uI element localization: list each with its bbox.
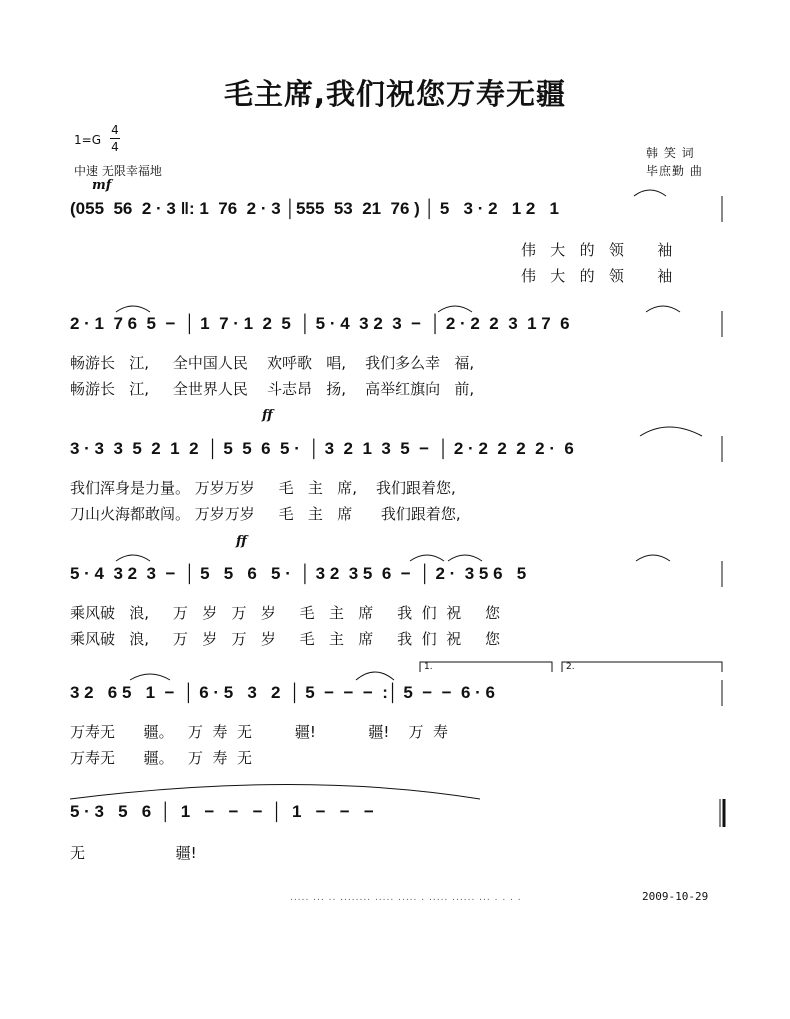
- slur-2a: [116, 306, 150, 312]
- key-signature: 1=G: [74, 133, 101, 147]
- slur-5a: [130, 674, 170, 680]
- song-title: 毛主席,我们祝您万寿无疆: [223, 77, 567, 111]
- system-3-lyric-1: 我们浑身是力量。 万岁万岁 毛 主 席, 我们跟着您,: [70, 479, 456, 497]
- slur-3: [640, 427, 702, 436]
- slur-4d: [636, 555, 670, 561]
- dynamic-ff-1: ff: [262, 408, 273, 423]
- system-2-notes: 2 · 1 7 6 5 − │ 1 7 · 1 2 5 │ 5 · 4 3 2 3 − │ 2 · 2 2 3 1 7 6: [70, 314, 570, 333]
- slur-4a: [116, 555, 150, 561]
- volta-1-label: 1.: [424, 662, 433, 672]
- footer-scan-artifacts: ..... ... .. ........ ..... ..... . ..... ...... ... . . . .: [290, 893, 522, 903]
- system-3-notes: 3 · 3 3 5 2 1 2 │ 5 5 6 5 · │ 3 2 1 3 5 − │ 2 · 2 2 2 2 · 6: [70, 439, 574, 458]
- system-1-notes: (055 56 2 · 3 ‖: 1 76 2 · 3 │555 53 21 76 ) │ 5 3 · 2 1 2 1: [70, 199, 559, 218]
- slur-1: [634, 190, 666, 196]
- meter-bottom: 4: [111, 140, 119, 154]
- volta-bracket-2: [562, 662, 722, 672]
- volta-bracket-1: [420, 662, 552, 672]
- slur-2b: [438, 306, 472, 312]
- volta-2-label: 2.: [566, 662, 575, 672]
- lyricist-credit: 韩 笑 词: [646, 146, 695, 160]
- system-5-lyric-1: 万寿无 疆。 万 寿 无 疆! 疆! 万 寿: [70, 723, 448, 741]
- system-6-lyric-1: 无 疆!: [70, 844, 197, 862]
- slur-4c: [448, 555, 482, 561]
- system-1-lyric-2: 伟 大 的 领 袖: [521, 267, 673, 285]
- slur-2c: [646, 306, 680, 312]
- system-6-notes: 5 · 3 5 6 │ 1 − − − │ 1 − − −: [70, 802, 374, 821]
- system-3-lyric-2: 刀山火海都敢闯。 万岁万岁 毛 主 席 我们跟着您,: [70, 505, 461, 523]
- tempo-marking: 中速 无限幸福地: [74, 164, 162, 178]
- slur-4b: [410, 555, 444, 561]
- dynamic-ff-2: ff: [236, 534, 247, 549]
- slur-5b: [356, 672, 394, 680]
- system-2-lyric-2: 畅游长 江, 全世界人民 斗志昂 扬, 高举红旗向 前,: [70, 380, 475, 398]
- date-stamp: 2009-10-29: [642, 890, 709, 903]
- meter-top: 4: [111, 123, 119, 137]
- composer-credit: 毕庶勤 曲: [646, 164, 703, 178]
- slur-6: [70, 785, 480, 800]
- system-5-lyric-2: 万寿无 疆。 万 寿 无: [70, 749, 252, 767]
- dynamic-mf: mf: [92, 178, 112, 193]
- system-4-lyric-1: 乘风破 浪, 万 岁 万 岁 毛 主 席 我 们 祝 您: [70, 604, 501, 622]
- system-1-lyric-1: 伟 大 的 领 袖: [521, 241, 673, 259]
- system-5-notes: 3 2 6 5 1 − │ 6 · 5 3 2 │ 5 − − − :│ 5 − − 6 · 6: [70, 683, 495, 702]
- system-4-lyric-2: 乘风破 浪, 万 岁 万 岁 毛 主 席 我 们 祝 您: [70, 630, 501, 648]
- system-4-notes: 5 · 4 3 2 3 − │ 5 5 6 5 · │ 3 2 3 5 6 − │ 2 · 3 5 6 5: [70, 564, 527, 583]
- system-2-lyric-1: 畅游长 江, 全中国人民 欢呼歌 唱, 我们多么幸 福,: [70, 354, 475, 372]
